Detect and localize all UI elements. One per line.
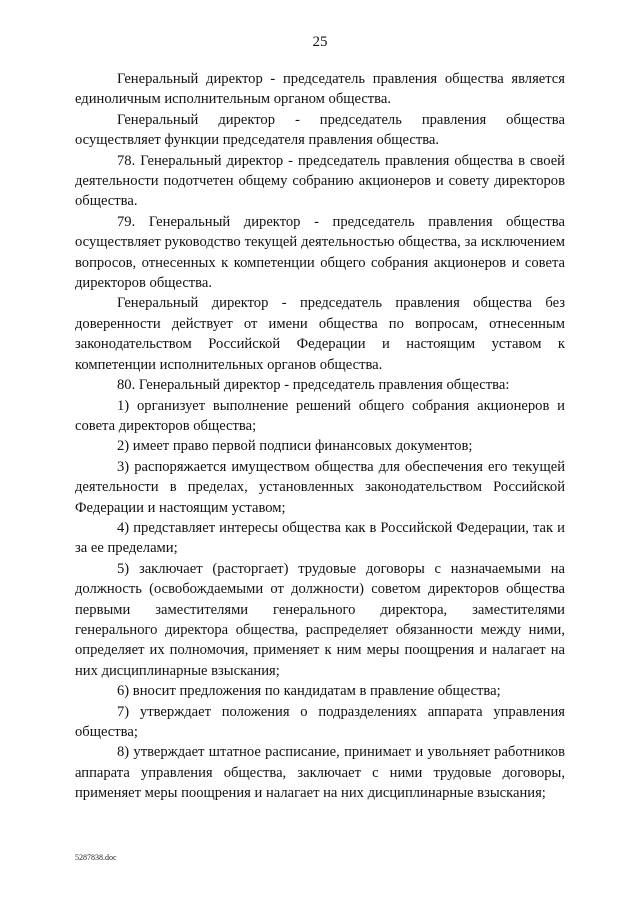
paragraph-general-director-sole-body: Генеральный директор - председатель правления общества является единоличным исполнительным органом общества. [75,71,565,108]
list-item-5: 5) заключает (расторгает) трудовые договоры с назначаемыми на должность (освобождаемыми от должности) советом директоров общества первыми заместителями генерального директора, заместителями генерального директора общества, распределяет обязанности между ними, определяет их полномочия, применяет к ним меры поощрения и налагает на них дисциплинарные взыскания; [75,560,565,679]
paragraph-acts-without-power-of-attorney: Генеральный директор - председатель правления общества без доверенности действует от имени общества по вопросам, отнесенным законодательством Российской Федерации и настоящим уставом к компетенции исполнительных органов общества. [75,295,565,373]
page-number: 25 [312,34,328,50]
list-item-6: 6) вносит предложения по кандидатам в правление общества; [117,683,501,700]
paragraph-80: 80. Генеральный директор - председатель правления общества: [117,377,510,394]
paragraph-79: 79. Генеральный директор - председатель правления общества осуществляет руководство текущей деятельностью общества, за исключением вопросов, отнесенных к компетенции общего собрания акционеров и совета директоров общества. [75,213,565,292]
list-item-8: 8) утверждает штатное расписание, принимает и увольняет работников аппарата управления общества, заключает с ними трудовые договоры, применяет меры поощрения и налагает на них дисциплинарные взыскания; [75,744,565,802]
paragraph-78: 78. Генеральный директор - председатель правления общества в своей деятельности подотчетен общему собранию акционеров и совету директоров общества. [75,152,565,210]
paragraph-general-director-chairman-functions: Генеральный директор - председатель правления общества осуществляет функции председателя правления общества. [75,111,565,149]
footer-filename: 5287838.doc [75,853,117,862]
list-item-1: 1) организует выполнение решений общего собрания акционеров и совета директоров общества; [75,397,565,434]
document-body [75,69,565,804]
list-item-2: 2) имеет право первой подписи финансовых документов; [117,438,473,455]
list-item-4: 4) представляет интересы общества как в Российской Федерации, так и за ее пределами; [75,519,565,557]
list-item-7: 7) утверждает положения о подразделениях аппарата управления общества; [75,703,565,740]
list-item-3: 3) распоряжается имуществом общества для обеспечения его текущей деятельности в пределах, установленных законодательством Российской Федерации и настоящим уставом; [75,458,565,516]
